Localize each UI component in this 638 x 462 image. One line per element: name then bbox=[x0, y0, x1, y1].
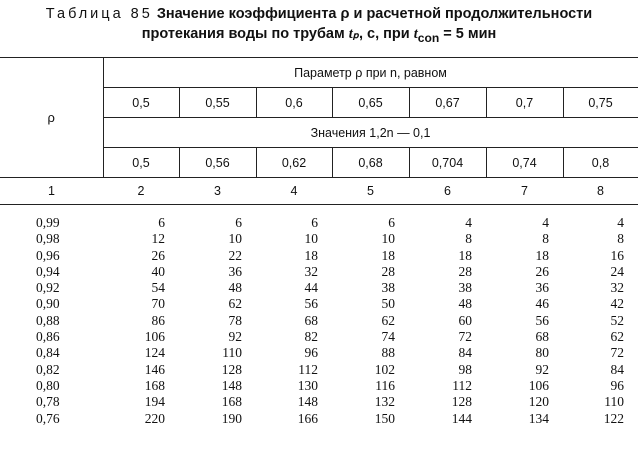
table-cell: 190 bbox=[221, 410, 242, 426]
table-cell: 74 bbox=[381, 329, 395, 345]
table-row bbox=[0, 411, 638, 427]
data-table bbox=[0, 57, 638, 427]
table-cell: 8 bbox=[542, 231, 549, 247]
table-cell: 22 bbox=[228, 247, 242, 263]
table-cell: 70 bbox=[151, 296, 165, 312]
table-cell: 4 bbox=[617, 215, 624, 230]
table-cell: 68 bbox=[535, 329, 549, 345]
table-cell: 56 bbox=[535, 312, 549, 328]
table-cell: 68 bbox=[304, 312, 318, 328]
column-number: 8 bbox=[563, 178, 638, 205]
table-cell: 92 bbox=[228, 329, 242, 345]
table-cell: 16 bbox=[610, 247, 624, 263]
table-cell: 148 bbox=[297, 394, 318, 410]
rho-value: 0,84 bbox=[36, 345, 60, 361]
table-cell: 80 bbox=[535, 345, 549, 361]
column-number-row bbox=[0, 178, 638, 205]
table-cell: 6 bbox=[388, 215, 395, 230]
table-cell: 72 bbox=[610, 345, 624, 361]
param-label: Параметр ρ при n, равном bbox=[103, 58, 638, 88]
table-cell: 96 bbox=[610, 377, 624, 393]
title-text-2: протекания воды по трубам bbox=[141, 26, 345, 42]
table-cell: 28 bbox=[381, 263, 395, 279]
value-cell: 0,68 bbox=[332, 148, 409, 178]
table-cell: 88 bbox=[381, 345, 395, 361]
title-text-3: , с, при bbox=[358, 26, 410, 42]
table-cell: 72 bbox=[458, 329, 472, 345]
table-cell: 112 bbox=[298, 361, 318, 377]
title-line-1 bbox=[0, 4, 638, 24]
table-cell: 220 bbox=[144, 410, 165, 426]
table-cell: 10 bbox=[228, 231, 242, 247]
table-cell: 10 bbox=[304, 231, 318, 247]
table-cell: 50 bbox=[381, 296, 395, 312]
table-cell: 194 bbox=[144, 394, 165, 410]
table-cell: 150 bbox=[374, 410, 395, 426]
value-cell: 0,5 bbox=[103, 148, 179, 178]
tp-symbol: tₚ bbox=[348, 26, 359, 42]
table-row bbox=[0, 264, 638, 280]
table-cell: 18 bbox=[381, 247, 395, 263]
column-number: 5 bbox=[332, 178, 409, 205]
param-value-cell: 0,65 bbox=[332, 88, 409, 118]
table-cell: 48 bbox=[458, 296, 472, 312]
data-body bbox=[0, 215, 638, 427]
table-number: Таблица 85 bbox=[45, 6, 153, 22]
table-row bbox=[0, 280, 638, 296]
table-cell: 84 bbox=[458, 345, 472, 361]
table-cell: 4 bbox=[465, 215, 472, 230]
tcon-symbol: t bbox=[413, 26, 418, 42]
table-row bbox=[0, 296, 638, 312]
table-cell: 10 bbox=[381, 231, 395, 247]
table-row bbox=[0, 362, 638, 378]
table-cell: 92 bbox=[535, 361, 549, 377]
rho-value: 0,80 bbox=[36, 377, 60, 393]
table-cell: 116 bbox=[375, 377, 395, 393]
table-cell: 128 bbox=[221, 361, 242, 377]
rho-value: 0,88 bbox=[36, 312, 60, 328]
table-row bbox=[0, 313, 638, 329]
table-cell: 102 bbox=[374, 361, 395, 377]
table-cell: 148 bbox=[221, 377, 242, 393]
table-cell: 84 bbox=[610, 361, 624, 377]
table-cell: 106 bbox=[144, 329, 165, 345]
table-cell: 38 bbox=[458, 280, 472, 296]
table-cell: 18 bbox=[304, 247, 318, 263]
rho-value: 0,96 bbox=[36, 247, 60, 263]
value-cell: 0,74 bbox=[486, 148, 563, 178]
values-label: Значения 1,2n — 0,1 bbox=[103, 118, 638, 148]
table-cell: 32 bbox=[610, 280, 624, 296]
table-cell: 28 bbox=[458, 263, 472, 279]
column-number: 6 bbox=[409, 178, 486, 205]
param-value-cell: 0,75 bbox=[563, 88, 638, 118]
column-number: 2 bbox=[103, 178, 179, 205]
table-cell: 52 bbox=[610, 312, 624, 328]
table-cell: 120 bbox=[528, 394, 549, 410]
table-cell: 42 bbox=[610, 296, 624, 312]
rho-value: 0,86 bbox=[36, 329, 60, 345]
table-cell: 124 bbox=[144, 345, 165, 361]
table-cell: 40 bbox=[151, 263, 165, 279]
rho-value: 0,78 bbox=[36, 394, 60, 410]
value-cell: 0,8 bbox=[563, 148, 638, 178]
value-cell: 0,62 bbox=[256, 148, 332, 178]
table-cell: 110 bbox=[604, 394, 624, 410]
table-cell: 6 bbox=[311, 215, 318, 230]
table-cell: 8 bbox=[617, 231, 624, 247]
table-cell: 134 bbox=[528, 410, 549, 426]
table-cell: 168 bbox=[144, 377, 165, 393]
table-cell: 106 bbox=[528, 377, 549, 393]
value-cell: 0,704 bbox=[409, 148, 486, 178]
value-cell: 0,56 bbox=[179, 148, 256, 178]
table-cell: 96 bbox=[304, 345, 318, 361]
table-row bbox=[0, 394, 638, 410]
param-value-cell: 0,7 bbox=[486, 88, 563, 118]
table-cell: 112 bbox=[452, 377, 472, 393]
table-cell: 46 bbox=[535, 296, 549, 312]
table-cell: 12 bbox=[151, 231, 165, 247]
rho-value: 0,98 bbox=[36, 231, 60, 247]
table-cell: 4 bbox=[542, 215, 549, 230]
table-cell: 166 bbox=[297, 410, 318, 426]
table-cell: 26 bbox=[535, 263, 549, 279]
table-cell: 110 bbox=[222, 345, 242, 361]
table-cell: 6 bbox=[235, 215, 242, 230]
table-cell: 18 bbox=[458, 247, 472, 263]
rho-value: 0,82 bbox=[36, 361, 60, 377]
column-number: 1 bbox=[0, 178, 103, 205]
title-text-4: = 5 мин bbox=[443, 26, 497, 42]
table-cell: 36 bbox=[535, 280, 549, 296]
rho-value: 0,99 bbox=[36, 215, 60, 230]
table-cell: 8 bbox=[465, 231, 472, 247]
column-number: 4 bbox=[256, 178, 332, 205]
table-cell: 44 bbox=[304, 280, 318, 296]
table-cell: 54 bbox=[151, 280, 165, 296]
param-value-cell: 0,5 bbox=[103, 88, 179, 118]
param-value-cell: 0,6 bbox=[256, 88, 332, 118]
table-cell: 144 bbox=[451, 410, 472, 426]
rho-value: 0,76 bbox=[36, 410, 60, 426]
rho-header: ρ bbox=[0, 58, 103, 178]
table-cell: 36 bbox=[228, 263, 242, 279]
tcon-subscript: con bbox=[417, 30, 440, 45]
table-cell: 32 bbox=[304, 263, 318, 279]
table-cell: 122 bbox=[603, 410, 624, 426]
table-row bbox=[0, 345, 638, 361]
table-cell: 26 bbox=[151, 247, 165, 263]
table-cell: 6 bbox=[158, 215, 165, 230]
table-cell: 130 bbox=[297, 377, 318, 393]
table-row bbox=[0, 329, 638, 345]
table-cell: 62 bbox=[610, 329, 624, 345]
column-number: 3 bbox=[179, 178, 256, 205]
table-cell: 56 bbox=[304, 296, 318, 312]
table-cell: 60 bbox=[458, 312, 472, 328]
title-text-1: Значение коэффициента ρ и расчетной продолжительности bbox=[156, 6, 593, 22]
table-cell: 48 bbox=[228, 280, 242, 296]
table-row bbox=[0, 215, 638, 231]
rho-value: 0,94 bbox=[36, 263, 60, 279]
title-line-2 bbox=[0, 24, 638, 48]
column-number: 7 bbox=[486, 178, 563, 205]
table-cell: 38 bbox=[381, 280, 395, 296]
param-value-cell: 0,67 bbox=[409, 88, 486, 118]
table-row bbox=[0, 378, 638, 394]
table-cell: 86 bbox=[151, 312, 165, 328]
table-cell: 82 bbox=[304, 329, 318, 345]
table-cell: 146 bbox=[144, 361, 165, 377]
table-cell: 62 bbox=[228, 296, 242, 312]
table-cell: 18 bbox=[535, 247, 549, 263]
table-cell: 132 bbox=[374, 394, 395, 410]
table-cell: 98 bbox=[458, 361, 472, 377]
rho-value: 0,92 bbox=[36, 280, 60, 296]
rho-value: 0,90 bbox=[36, 296, 60, 312]
table-cell: 78 bbox=[228, 312, 242, 328]
table-cell: 168 bbox=[221, 394, 242, 410]
table-title bbox=[0, 4, 638, 48]
table-cell: 24 bbox=[610, 263, 624, 279]
table-row bbox=[0, 231, 638, 247]
table-cell: 62 bbox=[381, 312, 395, 328]
table-row bbox=[0, 248, 638, 264]
table-cell: 128 bbox=[451, 394, 472, 410]
param-value-cell: 0,55 bbox=[179, 88, 256, 118]
